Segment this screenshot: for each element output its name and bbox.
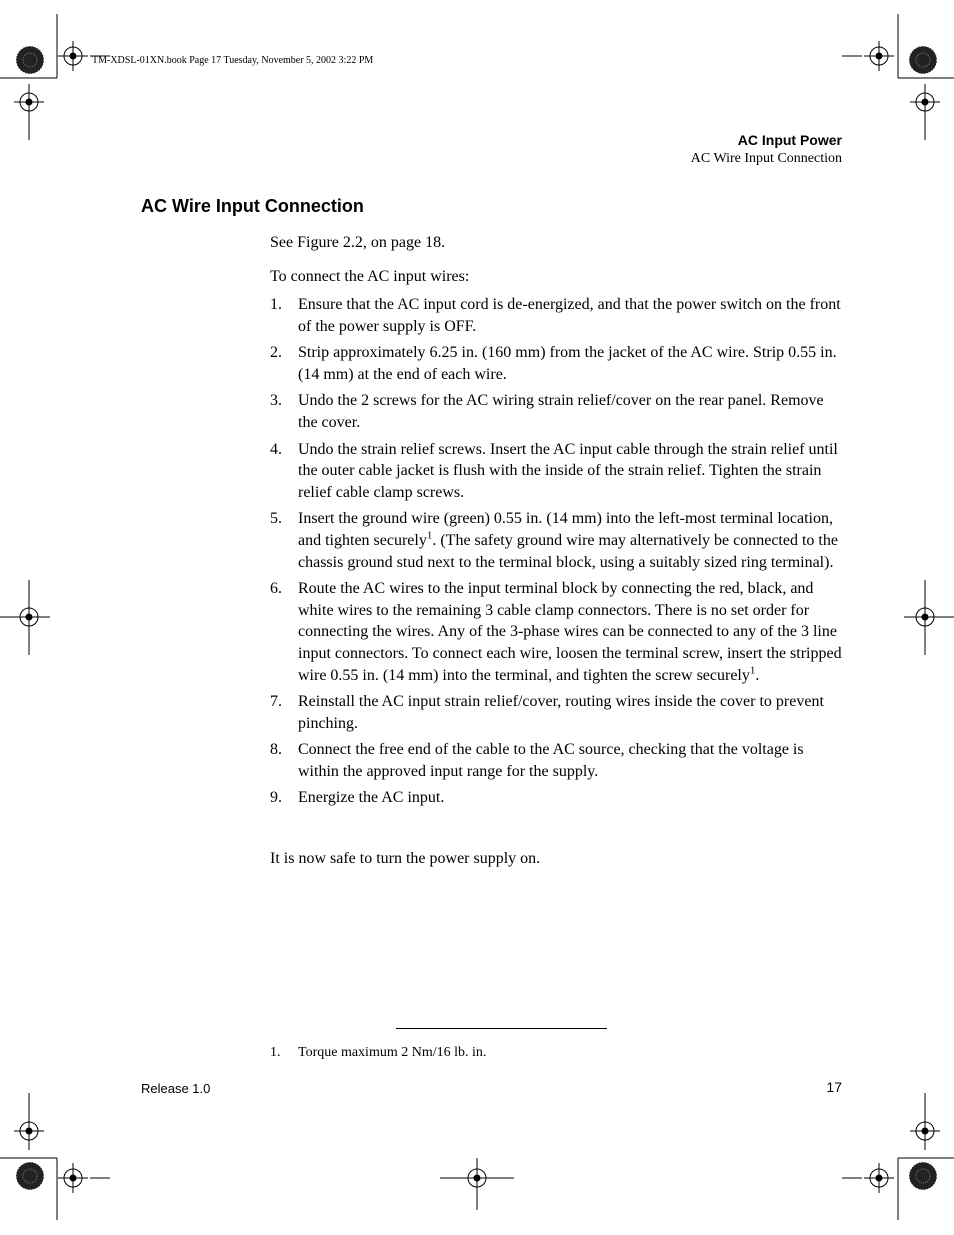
header-subsection: AC Wire Input Connection bbox=[690, 151, 842, 166]
footnote-text: Torque maximum 2 Nm/16 lb. in. bbox=[298, 1045, 487, 1060]
step-number: 4. bbox=[270, 440, 282, 458]
step-text: Undo the strain relief screws. Insert the AC input cable through the strain relief until the outer cable jacket is flush with the inside of the strain relief. Tighten the strain relief cable clamp screws. bbox=[298, 440, 838, 501]
list-item bbox=[270, 787, 842, 809]
step-text-part: . bbox=[755, 666, 760, 684]
intro-paragraph: To connect the AC input wires: bbox=[270, 268, 470, 285]
step-text: Ensure that the AC input cord is de-energized, and that the power switch on the front of the power supply is OFF. bbox=[298, 296, 841, 335]
footnote-reference: 1 bbox=[426, 529, 433, 542]
release-label: Release 1.0 bbox=[141, 1081, 211, 1096]
footnote-reference: 1 bbox=[749, 664, 756, 677]
list-item bbox=[270, 739, 842, 782]
print-slug-line: TM-XDSL-01XN.book Page 17 Tuesday, November 5, 2002 3:22 PM bbox=[92, 55, 374, 66]
footnote-divider bbox=[396, 1028, 607, 1029]
step-text: Connect the free end of the cable to the AC source, checking that the voltage is within the approved input range for the supply. bbox=[298, 741, 804, 780]
step-number: 5. bbox=[270, 510, 282, 528]
star-target-icon bbox=[909, 1162, 937, 1190]
star-target-icon bbox=[909, 46, 937, 74]
list-item bbox=[270, 578, 842, 686]
step-number: 1. bbox=[270, 296, 282, 313]
star-target-icon bbox=[16, 1162, 44, 1190]
step-number: 9. bbox=[270, 789, 282, 807]
footnote bbox=[270, 1045, 486, 1061]
page-number: 17 bbox=[826, 1079, 842, 1095]
step-number: 2. bbox=[270, 344, 282, 362]
procedure-steps bbox=[270, 294, 842, 814]
registration-mark-icon bbox=[58, 1163, 88, 1193]
list-item bbox=[270, 390, 842, 433]
section-title: AC Wire Input Connection bbox=[141, 196, 364, 216]
step-text: Reinstall the AC input strain relief/cover, routing wires inside the cover to prevent pinching. bbox=[298, 693, 824, 732]
list-item bbox=[270, 439, 842, 504]
registration-mark-icon bbox=[864, 1163, 894, 1193]
list-item bbox=[270, 294, 842, 337]
star-target-icon bbox=[16, 46, 44, 74]
footnote-number: 1. bbox=[270, 1045, 281, 1060]
step-text-part: Insert the ground wire (green) 0.55 in. (14 mm) into the left-most terminal location, and tighten securely bbox=[298, 510, 833, 549]
header-section: AC Input Power bbox=[737, 132, 842, 148]
running-header bbox=[691, 132, 842, 168]
step-number: 7. bbox=[270, 693, 282, 711]
list-item bbox=[270, 342, 842, 385]
step-number: 6. bbox=[270, 580, 282, 598]
registration-mark-icon bbox=[864, 41, 894, 71]
step-number: 3. bbox=[270, 392, 282, 410]
step-text: Strip approximately 6.25 in. (160 mm) from the jacket of the AC wire. Strip 0.55 in. (14 mm) at the end of each wire. bbox=[298, 344, 837, 383]
step-text bbox=[298, 580, 842, 683]
step-text: Undo the 2 screws for the AC wiring strain relief/cover on the rear panel. Remove the cover. bbox=[298, 392, 824, 431]
closing-paragraph: It is now safe to turn the power supply on. bbox=[270, 850, 541, 867]
step-number: 8. bbox=[270, 741, 282, 759]
registration-mark-icon bbox=[58, 41, 88, 71]
figure-reference: See Figure 2.2, on page 18. bbox=[270, 234, 446, 251]
step-text-part: Route the AC wires to the input terminal block by connecting the red, black, and white wires to the remaining 3 cable clamp connectors. There is no set order for connecting the wires. Any of the 3-phase wires can be connected to any of the 3 line input connectors. To connect each wire, loosen the terminal screw, insert the stripped wire 0.55 in. (14 mm) into the terminal, and tighten the screw securely bbox=[298, 580, 842, 684]
step-text bbox=[298, 510, 838, 570]
list-item bbox=[270, 508, 842, 573]
step-text: Energize the AC input. bbox=[298, 789, 445, 807]
list-item bbox=[270, 691, 842, 734]
step-text-part: . (The safety ground wire may alternatively be connected to the chassis ground stud next to the terminal block, using a suitably sized ring terminal). bbox=[298, 531, 838, 571]
